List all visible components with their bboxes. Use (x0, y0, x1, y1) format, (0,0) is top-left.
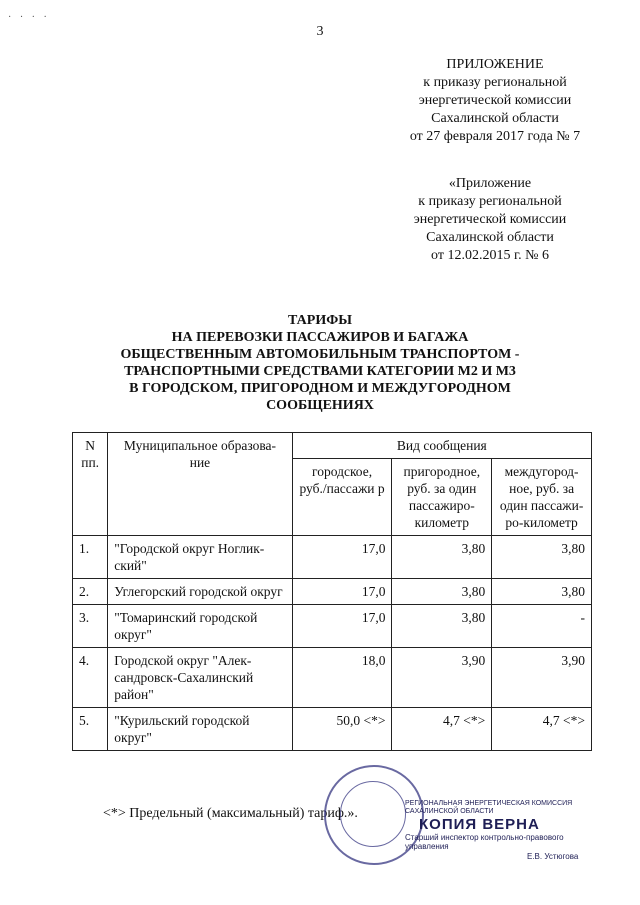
row-intercity: 3,80 (492, 579, 592, 605)
tariff-table (72, 432, 592, 751)
header-intercity: междугород- ное, руб. за один пассажи- ро-километр (492, 459, 592, 536)
row-num: 5. (73, 708, 108, 751)
title-line: ТРАНСПОРТНЫМИ СРЕДСТВАМИ КАТЕГОРИИ М2 И М3 (124, 364, 516, 379)
document-title (80, 312, 560, 414)
row-suburban: 4,7 <*> (392, 708, 492, 751)
appendix-line: к приказу региональной (423, 75, 567, 90)
header-municipality: Муниципальное образова- ние (108, 433, 292, 536)
row-urban: 50,0 <*> (292, 708, 392, 751)
table-header-row (73, 433, 592, 459)
row-municipality: Городской округ "Алек- сандровск-Сахалинский район" (108, 648, 292, 708)
header-num: N пп. (73, 433, 108, 536)
appendix-line: Сахалинской области (426, 230, 554, 245)
row-intercity: 3,80 (492, 536, 592, 579)
table-row (73, 579, 592, 605)
row-suburban: 3,80 (392, 579, 492, 605)
stamp-copy-mark: КОПИЯ ВЕРНА (419, 816, 540, 833)
appendix-header-original (380, 175, 600, 265)
row-urban: 17,0 (292, 579, 392, 605)
row-suburban: 3,80 (392, 536, 492, 579)
header-type-group: Вид сообщения (292, 433, 591, 459)
table-row (73, 648, 592, 708)
appendix-line: «Приложение (448, 176, 532, 191)
stamp-signer-name: Е.В. Устюгова (527, 852, 579, 861)
title-line: ОБЩЕСТВЕННЫМ АВТОМОБИЛЬНЫМ ТРАНСПОРТОМ - (120, 347, 520, 362)
row-num: 2. (73, 579, 108, 605)
appendix-line: энергетической комиссии (413, 212, 567, 227)
appendix-line: от 12.02.2015 г. № 6 (431, 248, 549, 263)
appendix-line: Сахалинской области (431, 111, 559, 126)
row-num: 3. (73, 605, 108, 648)
title-line: СООБЩЕНИЯХ (266, 398, 374, 413)
header-urban: городское, руб./пассажи р (292, 459, 392, 536)
row-municipality: "Курильский городской округ" (108, 708, 292, 751)
row-suburban: 3,80 (392, 605, 492, 648)
row-municipality: "Томаринский городской округ" (108, 605, 292, 648)
stamp-org: РЕГИОНАЛЬНАЯ ЭНЕРГЕТИЧЕСКАЯ КОМИССИЯ САХАЛИНСКОЙ ОБЛАСТИ (405, 800, 573, 815)
appendix-line: ПРИЛОЖЕНИЕ (446, 57, 544, 72)
row-num: 1. (73, 536, 108, 579)
row-intercity: 3,90 (492, 648, 592, 708)
row-num: 4. (73, 648, 108, 708)
title-line: В ГОРОДСКОМ, ПРИГОРОДНОМ И МЕЖДУГОРОДНОМ (129, 381, 511, 396)
stamp-position: Старший инспектор контрольно-правового управления (405, 833, 564, 851)
row-urban: 18,0 (292, 648, 392, 708)
row-municipality: Углегорский городской округ (108, 579, 292, 605)
table-row (73, 605, 592, 648)
row-intercity: - (492, 605, 592, 648)
page-number: 3 (316, 24, 324, 39)
row-suburban: 3,90 (392, 648, 492, 708)
row-urban: 17,0 (292, 605, 392, 648)
table-row (73, 708, 592, 751)
appendix-line: энергетической комиссии (418, 93, 572, 108)
table-row (73, 536, 592, 579)
row-municipality: "Городской округ Ноглик- ский" (108, 536, 292, 579)
title-line: ТАРИФЫ (288, 313, 352, 328)
appendix-header-current (385, 56, 605, 146)
scan-artifact: · · · · (8, 12, 50, 23)
appendix-line: от 27 февраля 2017 года № 7 (409, 129, 581, 144)
title-line: НА ПЕРЕВОЗКИ ПАССАЖИРОВ И БАГАЖА (171, 330, 469, 345)
row-urban: 17,0 (292, 536, 392, 579)
row-intercity: 4,7 <*> (492, 708, 592, 751)
header-suburban: пригородное, руб. за один пассажиро- километр (392, 459, 492, 536)
copy-certification-stamp (405, 800, 595, 860)
footnote: <*> Предельный (максимальный) тариф.». (103, 806, 358, 821)
appendix-line: к приказу региональной (418, 194, 562, 209)
